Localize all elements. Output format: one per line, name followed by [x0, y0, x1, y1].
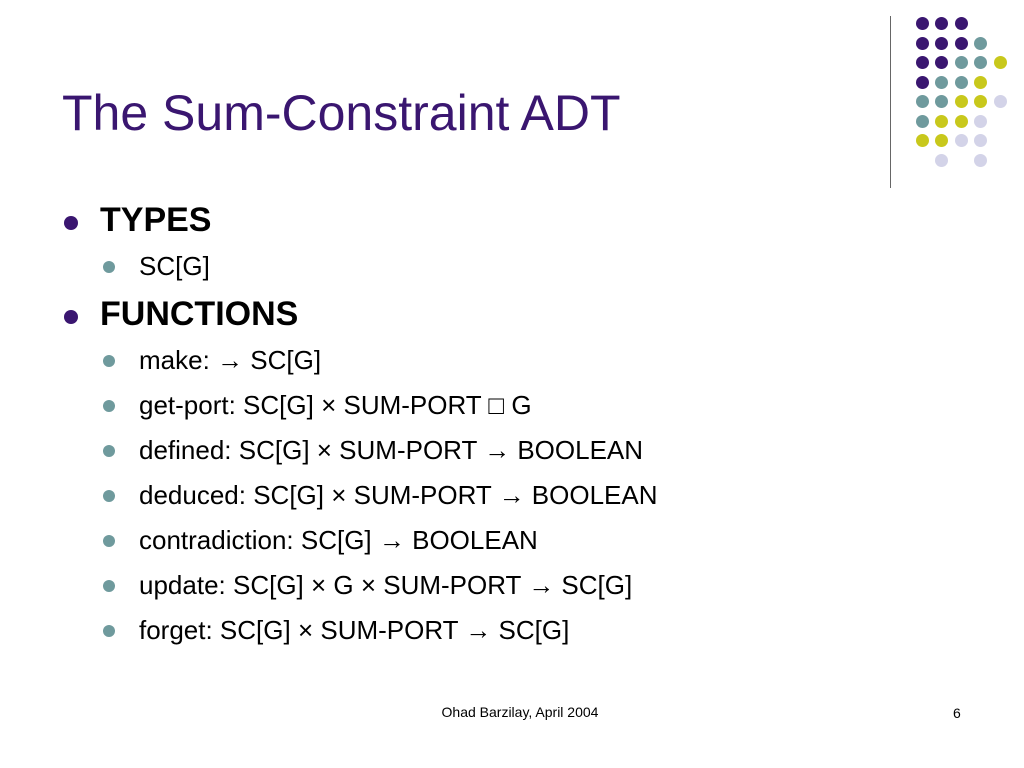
sub-bullet-dot-icon: [103, 625, 115, 637]
decor-dot-icon: [935, 154, 948, 167]
decor-dot-icon: [974, 76, 987, 89]
slide-title: The Sum-Constraint ADT: [62, 85, 621, 141]
sub-bullet-label: defined: SC[G] × SUM-PORT → BOOLEAN: [139, 435, 644, 465]
sub-bullet-dot-icon: [103, 535, 115, 547]
decor-dot-icon: [974, 95, 987, 108]
decor-dot-icon: [916, 56, 929, 69]
sub-bullet-label: forget: SC[G] × SUM-PORT → SC[G]: [139, 615, 570, 645]
decor-dot-icon: [916, 115, 929, 128]
sub-bullet-label: update: SC[G] × G × SUM-PORT → SC[G]: [139, 570, 633, 600]
sub-bullet-label: get-port: SC[G] × SUM-PORT □ G: [139, 390, 532, 420]
sub-bullet-dot-icon: [103, 490, 115, 502]
sub-bullet-dot-icon: [103, 261, 115, 273]
decor-dot-icon: [974, 154, 987, 167]
decor-dot-icon: [916, 37, 929, 50]
sub-bullet-dot-icon: [103, 355, 115, 367]
decor-dot-icon: [935, 95, 948, 108]
sub-bullet-deduced: [60, 474, 1000, 519]
decor-dot-icon: [935, 115, 948, 128]
sub-bullet-dot-icon: [103, 445, 115, 457]
decor-dot-icon: [974, 115, 987, 128]
decor-dot-icon: [974, 37, 987, 50]
decor-dot-icon: [935, 134, 948, 147]
decor-dot-icon: [955, 115, 968, 128]
decor-dot-icon: [916, 95, 929, 108]
sub-bullet-forget: [60, 609, 1000, 654]
bullet-dot-icon: [64, 310, 78, 324]
bullet-types-label: TYPES: [100, 201, 212, 239]
sub-bullet-label: contradiction: SC[G] → BOOLEAN: [139, 525, 538, 555]
sub-bullet-label: make: → SC[G]: [139, 345, 322, 375]
decor-dot-icon: [916, 76, 929, 89]
decor-dot-icon: [935, 17, 948, 30]
sub-bullet-make: [60, 339, 1000, 384]
decor-dot-icon: [916, 134, 929, 147]
sub-bullet-update: [60, 564, 1000, 609]
sub-bullet-defined: [60, 429, 1000, 474]
decor-dot-icon: [974, 134, 987, 147]
sub-bullet-dot-icon: [103, 580, 115, 592]
decor-dot-icon: [955, 95, 968, 108]
decor-dot-icon: [955, 76, 968, 89]
bullet-dot-icon: [64, 216, 78, 230]
sub-bullet-label: SC[G]: [139, 251, 210, 281]
sub-bullet-sc-g: [60, 245, 1000, 290]
bullet-types: [60, 196, 1000, 245]
decor-dot-icon: [955, 37, 968, 50]
decor-dot-icon: [955, 56, 968, 69]
slide-content: [60, 196, 1000, 654]
decor-dot-icon: [935, 37, 948, 50]
slide-footer: Ohad Barzilay, April 2004: [441, 704, 599, 720]
page-number: 6: [953, 705, 961, 721]
decor-dot-icon: [935, 76, 948, 89]
decor-dot-icon: [916, 17, 929, 30]
decor-dot-icon: [955, 17, 968, 30]
sub-bullet-contradiction: [60, 519, 1000, 564]
decor-dot-icon: [994, 95, 1007, 108]
sub-bullet-dot-icon: [103, 400, 115, 412]
sub-bullet-get-port: [60, 384, 1000, 429]
decor-dot-icon: [935, 56, 948, 69]
sub-bullet-label: deduced: SC[G] × SUM-PORT → BOOLEAN: [139, 480, 658, 510]
decor-dot-icon: [994, 56, 1007, 69]
decorative-dot-grid: [900, 10, 1010, 170]
decor-dot-icon: [974, 56, 987, 69]
vertical-divider: [890, 16, 891, 188]
bullet-functions-label: FUNCTIONS: [100, 295, 299, 333]
decor-dot-icon: [955, 134, 968, 147]
bullet-functions: [60, 290, 1000, 339]
